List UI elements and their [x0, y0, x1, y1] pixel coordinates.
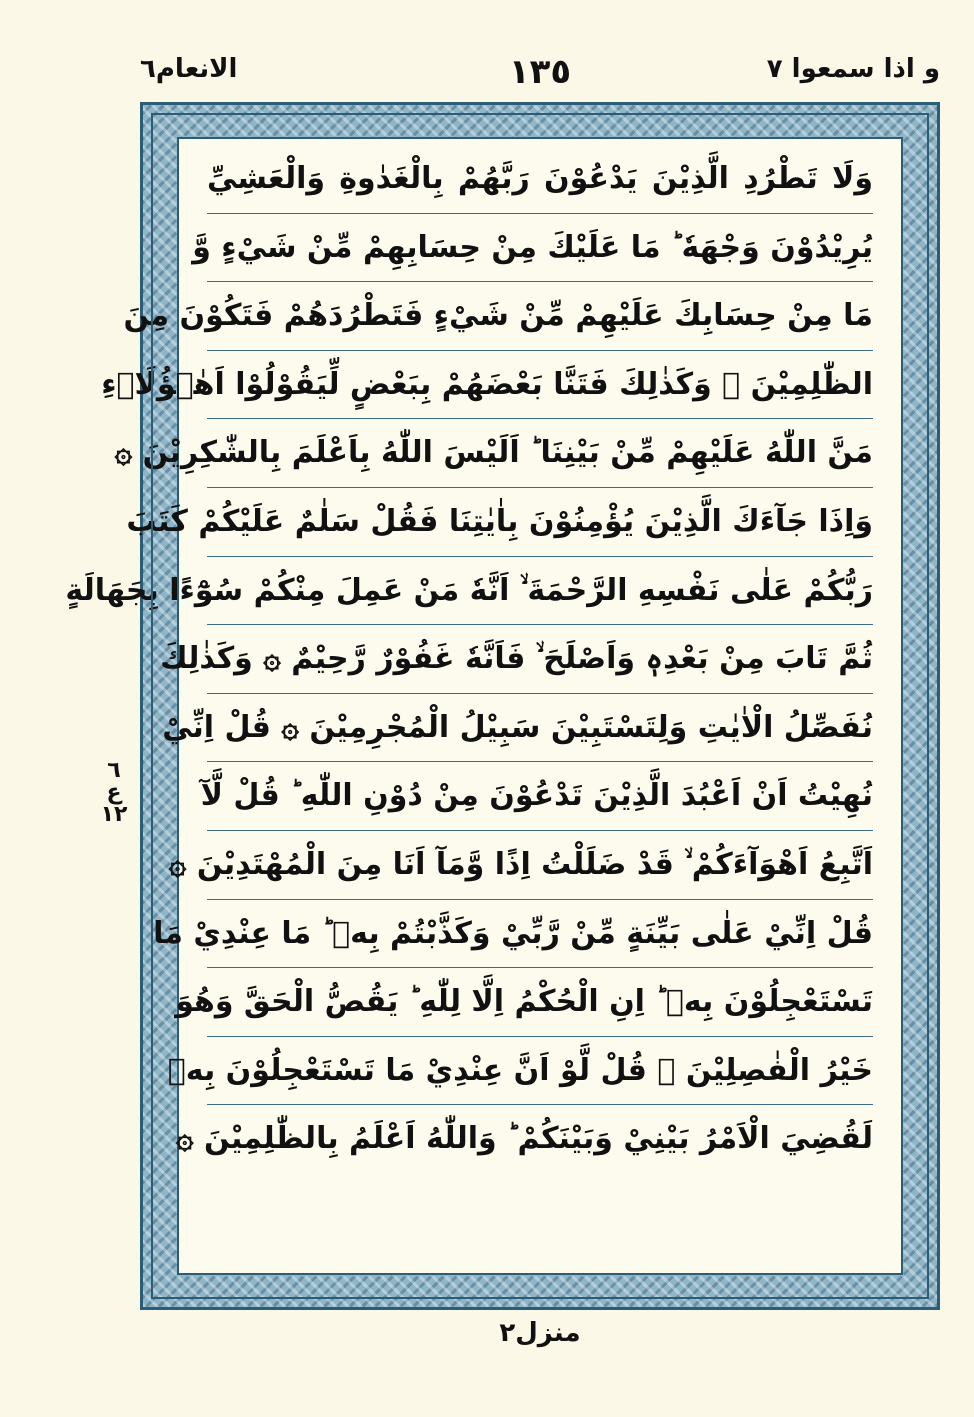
page-header	[140, 52, 940, 102]
verse-line: وَاِذَا جَآءَكَ الَّذِيْنَ يُؤْمِنُوْنَ بِاٰيٰتِنَا فَقُلْ سَلٰمٌ عَلَيْكُمْ كَتَبَ	[207, 488, 873, 557]
surah-name: الانعام٦	[140, 54, 238, 84]
ruku-marker	[96, 760, 132, 826]
page-footer	[140, 1318, 940, 1348]
verse-line: خَيْرُ الْفٰصِلِيْنَ ۞ قُلْ لَّوْ اَنَّ عِنْدِيْ مَا تَسْتَعْجِلُوْنَ بِهٖ	[207, 1037, 873, 1106]
verse-line: نُهِيْتُ اَنْ اَعْبُدَ الَّذِيْنَ تَدْعُوْنَ مِنْ دُوْنِ اللّٰهِ ؕ قُلْ لَّآ	[207, 762, 873, 831]
verse-line: مَا مِنْ حِسَابِكَ عَلَيْهِمْ مِّنْ شَيْءٍ فَتَطْرُدَهُمْ فَتَكُوْنَ مِنَ	[207, 282, 873, 351]
verse-line: وَلَا تَطْرُدِ الَّذِيْنَ يَدْعُوْنَ رَبَّهُمْ بِالْغَدٰوةِ وَالْعَشِيِّ	[207, 145, 873, 214]
verse-line: لَقُضِيَ الْاَمْرُ بَيْنِيْ وَبَيْنَكُمْ ؕ وَاللّٰهُ اَعْلَمُ بِالظّٰلِمِيْنَ ۞	[175, 1121, 873, 1157]
verse-line: رَبُّكُمْ عَلٰى نَفْسِهِ الرَّحْمَةَ ۙ اَنَّهٗ مَنْ عَمِلَ مِنْكُمْ سُوْٓءًا بِجَهَالَةٍ	[207, 557, 873, 626]
verse-line: يُرِيْدُوْنَ وَجْهَهٗ ؕ مَا عَلَيْكَ مِنْ حِسَابِهِمْ مِّنْ شَيْءٍ وَّ	[207, 214, 873, 283]
para-name: و اذا سمعوا ٧	[766, 54, 940, 84]
verse-line: قُلْ اِنِّيْ عَلٰى بَيِّنَةٍ مِّنْ رَّبِّيْ وَكَذَّبْتُمْ بِهٖ ؕ مَا عِنْدِيْ مَا	[207, 900, 873, 969]
verse-line: نُفَصِّلُ الْاٰيٰتِ وَلِتَسْتَبِيْنَ سَبِيْلُ الْمُجْرِمِيْنَ ۞ قُلْ اِنِّيْ	[207, 694, 873, 763]
verse-line: تَسْتَعْجِلُوْنَ بِهٖ ؕ اِنِ الْحُكْمُ اِلَّا لِلّٰهِ ؕ يَقُصُّ الْحَقَّ وَهُوَ	[207, 968, 873, 1037]
verse-line: الظّٰلِمِيْنَ ۞ وَكَذٰلِكَ فَتَنَّا بَعْضَهُمْ بِبَعْضٍ لِّيَقُوْلُوْا اَهٰۤؤُلَاۤءِ	[207, 351, 873, 420]
ruku-marker-sign: ع	[106, 780, 122, 805]
verse-line: مَنَّ اللّٰهُ عَلَيْهِمْ مِّنْ بَيْنِنَا ؕ اَلَيْسَ اللّٰهُ بِاَعْلَمَ بِالشّٰكِرِيْنَ ۞	[207, 419, 873, 488]
manzil-label: منزل٢	[499, 1318, 581, 1348]
ruku-marker-bottom: ١٢	[100, 802, 128, 827]
page-number: ١٣٥	[508, 52, 572, 92]
ruku-marker-top: ٦	[107, 758, 121, 783]
verse-line: ثُمَّ تَابَ مِنْ بَعْدِهٖ وَاَصْلَحَ ۙ فَاَنَّهٗ غَفُوْرٌ رَّحِيْمٌ ۞ وَكَذٰلِكَ	[207, 625, 873, 694]
verse-line: اَتَّبِعُ اَهْوَآءَكُمْ ۙ قَدْ ضَلَلْتُ اِذًا وَّمَآ اَنَا مِنَ الْمُهْتَدِيْنَ ۞	[207, 831, 873, 900]
